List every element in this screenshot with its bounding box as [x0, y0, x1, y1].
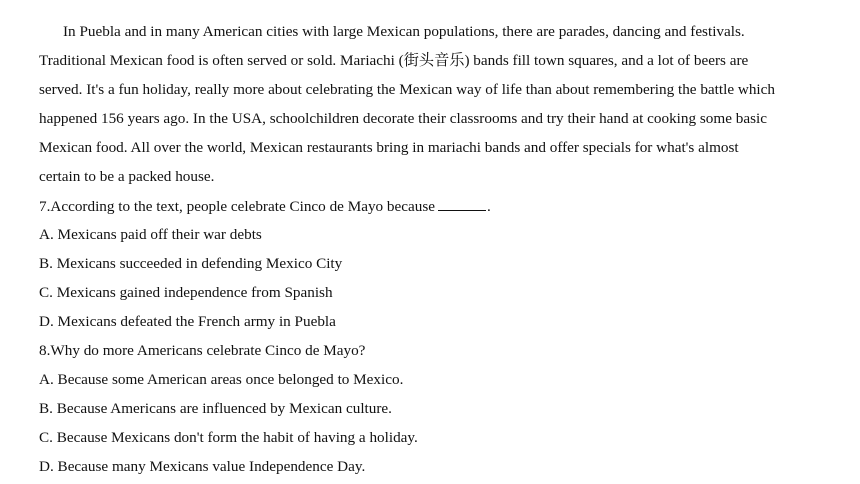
- passage-line-6: certain to be a packed house.: [39, 168, 215, 185]
- question-7-option-c: C. Mexicans gained independence from Spanish: [39, 284, 333, 301]
- question-7-option-b: B. Mexicans succeeded in defending Mexico City: [39, 255, 343, 272]
- answer-blank: [438, 197, 486, 211]
- question-8-stem: 8.Why do more Americans celebrate Cinco de Mayo?: [39, 342, 366, 359]
- passage-line-2: Traditional Mexican food is often served or sold. Mariachi (街头音乐) bands fill town squares, and a lot of beers are: [39, 52, 749, 69]
- passage-line-1: In Puebla and in many American cities with large Mexican populations, there are parades, dancing and festivals.: [63, 23, 745, 40]
- passage-line-4: happened 156 years ago. In the USA, schoolchildren decorate their classrooms and try their hand at cooking some basic: [39, 110, 767, 127]
- question-7-stem-end: .: [487, 198, 491, 215]
- question-7-option-a: A. Mexicans paid off their war debts: [39, 226, 262, 243]
- question-7-option-d: D. Mexicans defeated the French army in Puebla: [39, 313, 336, 330]
- passage-line-3: served. It's a fun holiday, really more about celebrating the Mexican way of life than about remembering the battle which: [39, 81, 775, 98]
- question-8-option-b: B. Because Americans are influenced by Mexican culture.: [39, 400, 392, 417]
- question-7-stem-text: 7.According to the text, people celebrate Cinco de Mayo because: [39, 198, 435, 215]
- question-8-option-d: D. Because many Mexicans value Independence Day.: [39, 458, 366, 475]
- passage-line-5: Mexican food. All over the world, Mexican restaurants bring in mariachi bands and offer specials for what's almost: [39, 139, 739, 156]
- question-8-option-c: C. Because Mexicans don't form the habit of having a holiday.: [39, 429, 418, 446]
- question-7-stem: [39, 197, 491, 217]
- question-8-option-a: A. Because some American areas once belonged to Mexico.: [39, 371, 404, 388]
